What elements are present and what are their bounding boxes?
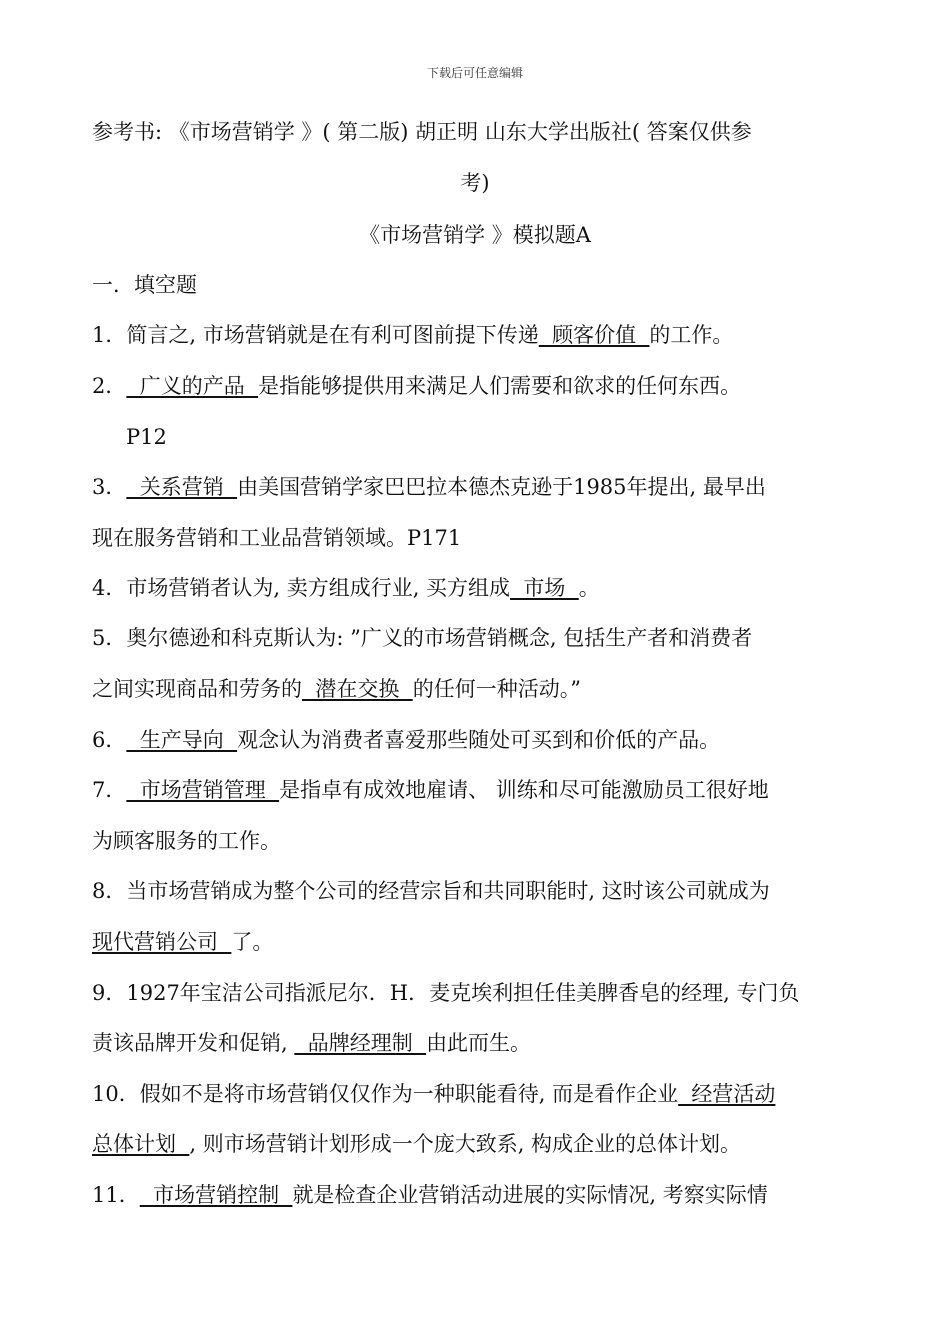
- question-text: , 则市场营销计划形成一个庞大致系, 构成企业的总体计划。: [189, 1132, 742, 1156]
- question-7: [92, 775, 862, 805]
- question-text: 观念认为消费者喜爱那些随处可买到和价低的产品。: [237, 728, 721, 752]
- question-number: 11．: [92, 1183, 140, 1207]
- question-6: [92, 725, 862, 755]
- question-text: 是指卓有成效地雇请、 训练和尽可能激励员工很好地: [279, 778, 769, 802]
- question-3: [92, 472, 862, 502]
- question-number: 6．: [92, 728, 127, 752]
- answer-blank: 顾客价值: [538, 323, 650, 347]
- answer-blank: 经营活动: [678, 1082, 776, 1106]
- question-text: 之间实现商品和劳务的: [92, 677, 302, 701]
- question-text: 10．假如不是将市场营销仅仅作为一种职能看待, 而是看作企业: [92, 1082, 679, 1106]
- question-text: 责该品牌开发和促销,: [92, 1031, 295, 1055]
- page-header: 下载后可任意编辑: [426, 66, 523, 80]
- question-10-line-1: [92, 1079, 862, 1109]
- reference-line-1: 参考书: 《市场营销学 》( 第二版) 胡正明 山东大学出版社( 答案仅供参: [92, 120, 752, 144]
- question-text: 的任何一种活动。”: [412, 677, 581, 701]
- section-heading: 一．填空题: [92, 273, 197, 297]
- question-2-page-ref: P12: [126, 425, 167, 449]
- question-text: 。: [578, 576, 600, 600]
- answer-blank: 市场: [510, 576, 579, 600]
- answer-blank: 广义的产品: [126, 374, 259, 398]
- question-text: 由此而生。: [426, 1031, 532, 1055]
- question-text: 的工作。: [649, 323, 734, 347]
- question-text: 就是检查企业营销活动进展的实际情况, 考察实际情: [292, 1183, 768, 1207]
- question-number: 7．: [92, 778, 127, 802]
- question-text: 4．市场营销者认为, 卖方组成行业, 买方组成: [92, 576, 511, 600]
- answer-blank: 市场营销管理: [126, 778, 280, 802]
- question-7-continuation: 为顾客服务的工作。: [92, 829, 281, 853]
- answer-blank: 潜在交换: [302, 677, 413, 701]
- question-text: 了。: [231, 930, 274, 954]
- question-8-line-2: [92, 927, 862, 957]
- question-8-line-1: 8．当市场营销成为整个公司的经营宗旨和共同职能时, 这时该公司就成为: [92, 879, 770, 903]
- question-number: 2．: [92, 374, 127, 398]
- question-9-line-1: 9．1927年宝洁公司指派尼尔．H．麦克埃利担任佳美脾香皂的经理, 专门负: [92, 981, 800, 1005]
- answer-blank: 关系营销: [126, 475, 238, 499]
- answer-blank: 品牌经理制: [294, 1031, 427, 1055]
- question-5-line-2: [92, 674, 862, 704]
- question-4: [92, 573, 862, 603]
- answer-blank: 市场营销控制: [139, 1183, 293, 1207]
- answer-blank: 总体计划: [92, 1132, 190, 1156]
- question-1: [92, 320, 862, 350]
- question-9-line-2: [92, 1028, 862, 1058]
- question-number: 3．: [92, 475, 127, 499]
- answer-blank: 生产导向: [126, 728, 238, 752]
- document-title: 《市场营销学 》模拟题A: [359, 223, 591, 247]
- question-text: 由美国营销学家巴巴拉本德杰克逊于1985年提出, 最早出: [237, 475, 766, 499]
- answer-blank: 现代营销公司: [92, 930, 232, 954]
- question-10-line-2: [92, 1129, 862, 1159]
- question-11: [92, 1180, 862, 1210]
- question-5-line-1: 5．奥尔德逊和科克斯认为: ”广义的市场营销概念, 包括生产者和消费者: [92, 626, 753, 650]
- question-2: [92, 371, 862, 401]
- question-text: 1．简言之, 市场营销就是在有利可图前提下传递: [92, 323, 539, 347]
- reference-line-2: 考): [460, 171, 490, 195]
- question-text: 是指能够提供用来满足人们需要和欲求的任何东西。: [258, 374, 742, 398]
- question-3-continuation: 现在服务营销和工业品营销领域。P171: [92, 526, 462, 550]
